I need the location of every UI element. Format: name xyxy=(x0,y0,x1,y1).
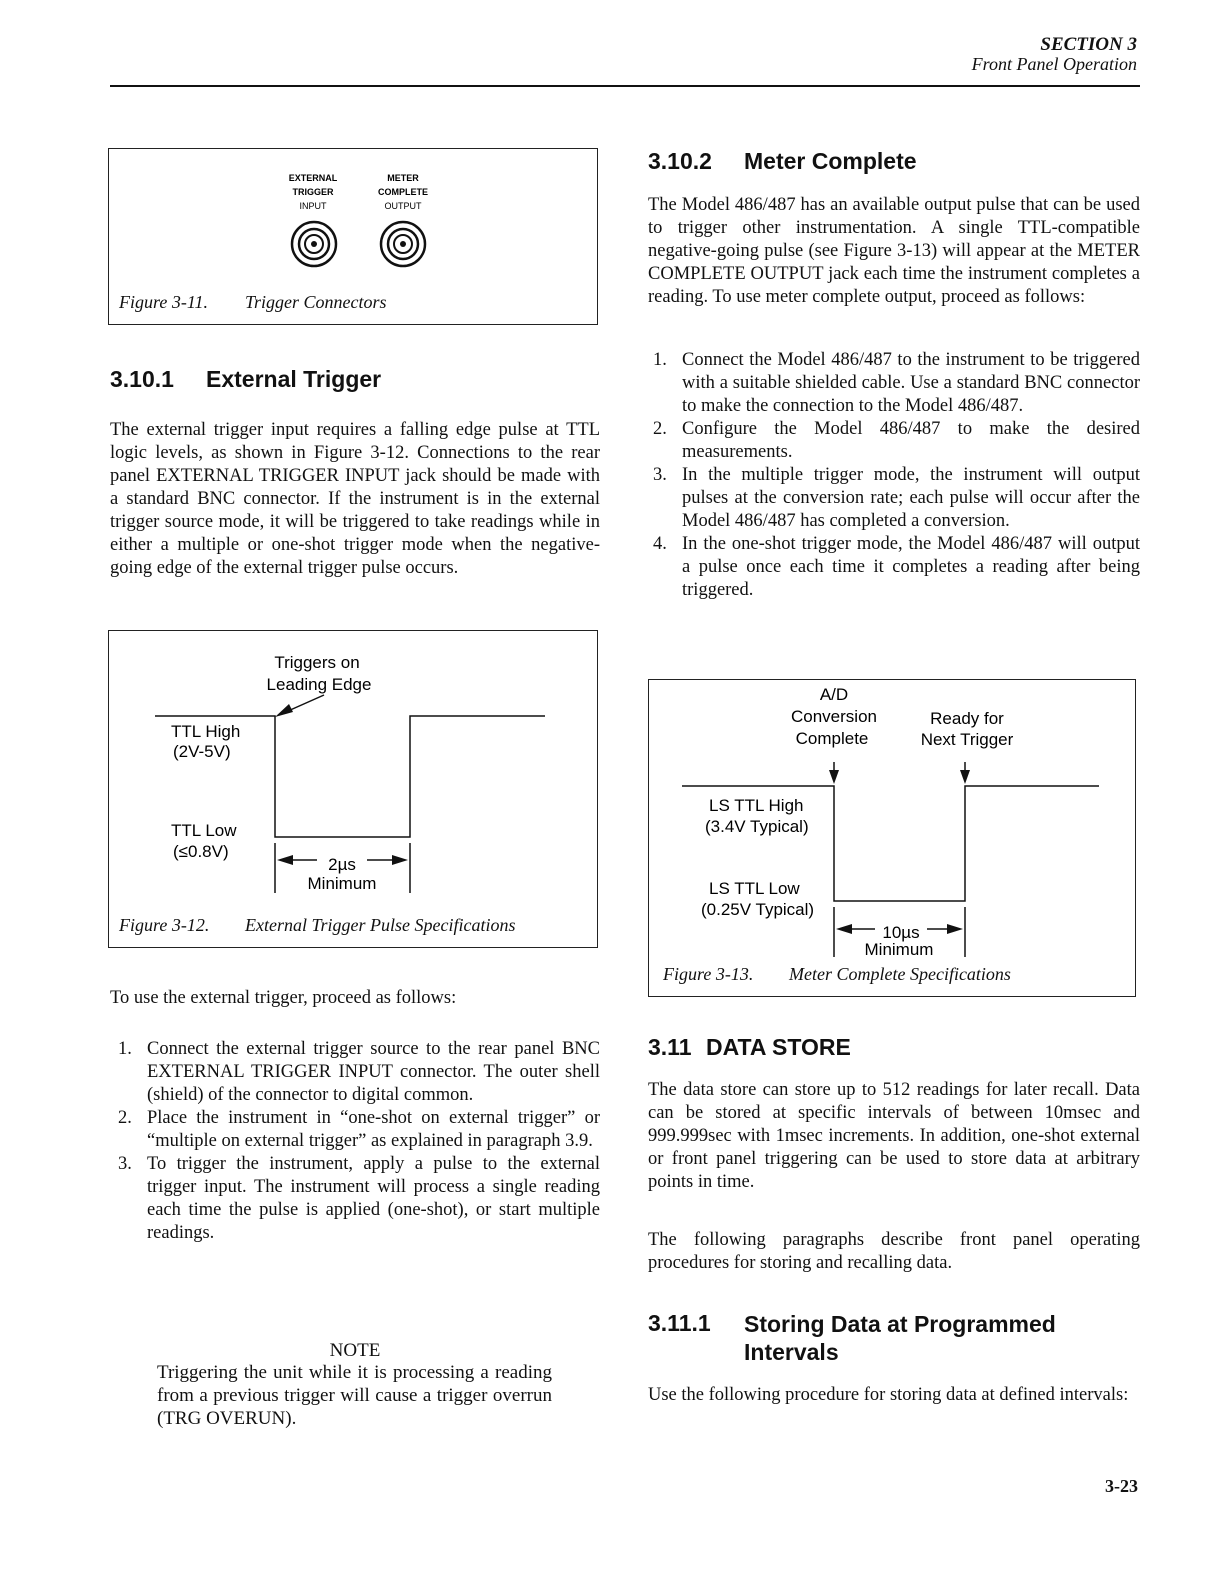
figure-3-11-caption xyxy=(119,292,387,313)
jack-right-label-1: METER xyxy=(387,173,419,183)
ttl-low-label: TTL Low xyxy=(171,821,237,840)
jack-right-label-3: OUTPUT xyxy=(384,201,422,211)
figure-3-12-caption xyxy=(119,915,515,936)
caption-number: Figure 3-11. xyxy=(119,292,208,312)
page-number: 3-23 xyxy=(1105,1476,1138,1496)
heading-3-11 xyxy=(648,1034,851,1061)
list-item: 1. Connect the Model 486/487 to the instrument to be triggered with a suitable shielded cable. Use a standard BNC connector to make the connection to the Model 486/487. xyxy=(653,350,1140,416)
arrow-down-icon xyxy=(960,770,970,784)
heading-title: Storing Data at Programmed Intervals xyxy=(744,1311,1056,1365)
heading-title: External Trigger xyxy=(206,366,382,392)
arrow-head-icon xyxy=(275,704,293,717)
ad-label-1: A/D xyxy=(819,685,849,704)
figure-3-13-caption xyxy=(663,964,1011,985)
header-rule xyxy=(110,85,1140,87)
heading-title: DATA STORE xyxy=(706,1034,851,1060)
heading-number: 3.11.1 xyxy=(648,1310,711,1336)
bnc-jack-left-icon xyxy=(292,222,336,266)
ls-ttl-low-label: LS TTL Low xyxy=(709,879,800,898)
pulse-width-sub: Minimum xyxy=(307,874,377,893)
ttl-high-range: (2V-5V) xyxy=(173,742,231,761)
section-label: SECTION 3 xyxy=(1040,34,1137,55)
arrow-right-icon xyxy=(392,855,408,865)
annotation-line-1: Triggers on xyxy=(274,653,360,672)
heading-number: 3.10.2 xyxy=(648,148,712,174)
pulse-width-sub: Minimum xyxy=(864,940,934,959)
list-item: 4. In the one-shot trigger mode, the Model 486/487 will output a pulse once each time it completes a reading after being triggered. xyxy=(653,534,1140,600)
ready-label-1: Ready for xyxy=(930,709,1004,728)
procedure-intro: To use the external trigger, proceed as follows: xyxy=(110,988,457,1008)
caption-number: Figure 3-12. xyxy=(119,915,210,935)
figure-3-11 xyxy=(108,148,598,325)
caption-title: Trigger Connectors xyxy=(245,292,387,312)
arrow-down-icon xyxy=(829,770,839,784)
heading-3-10-1 xyxy=(110,366,381,393)
heading-3-11-1 xyxy=(648,1310,1056,1366)
list-item: 2. Place the instrument in “one-shot on external trigger” or “multiple on external trigger” as explained in paragraph 3.9. xyxy=(118,1108,600,1151)
ttl-high-label: TTL High xyxy=(171,722,241,741)
ls-ttl-high-label: LS TTL High xyxy=(709,796,804,815)
pulse-width-label: 2µs xyxy=(328,855,356,874)
data-store-paragraph: The data store can store up to 512 readings for later recall. Data can be stored at specific intervals of between 10msec and 999.999sec with 1msec increments. In addition, one-shot external or front panel triggering can be used to store data at arbitrary points in time. xyxy=(648,1080,1140,1192)
caption-title: Meter Complete Specifications xyxy=(789,964,1011,984)
bnc-jack-right-icon xyxy=(381,222,425,266)
note-text: Triggering the unit while it is processing a reading from a previous trigger will cause a trigger overrun (TRG OVERUN). xyxy=(157,1362,552,1429)
note-title: NOTE xyxy=(329,1340,381,1361)
list-item: 1. Connect the external trigger source to the rear panel BNC EXTERNAL TRIGGER INPUT connector. The outer shell (shield) of the connector to digital common. xyxy=(118,1039,600,1105)
meter-complete-paragraph: The Model 486/487 has an available output pulse that can be used to trigger other instrumentation. A single TTL-compatible negative-going pulse (see Figure 3-13) will appear at the METER COMPLETE OUTPUT jack each time the instrument completes a reading. To use meter complete output, proceed as follows: xyxy=(648,195,1140,307)
ready-label-2: Next Trigger xyxy=(920,730,1014,749)
meter-complete-pulse-diagram xyxy=(649,680,1135,996)
jack-left-label-1: EXTERNAL xyxy=(288,173,338,183)
caption-title: External Trigger Pulse Specifications xyxy=(245,915,516,935)
arrow-right-icon xyxy=(947,924,963,934)
figure-3-12 xyxy=(108,630,598,948)
heading-number: 3.10.1 xyxy=(110,366,174,392)
external-trigger-steps xyxy=(110,1038,600,1245)
trigger-connectors-drawing xyxy=(109,149,597,279)
list-item: 2. Configure the Model 486/487 to make the desired measurements. xyxy=(653,419,1140,462)
ls-ttl-high-typ: (3.4V Typical) xyxy=(705,817,809,836)
caption-number: Figure 3-13. xyxy=(663,964,754,984)
list-item: 3. To trigger the instrument, apply a pulse to the external trigger input. The instrument will process a single reading each time the pulse is applied (one-shot), or start multiple readings. xyxy=(118,1154,600,1243)
ad-label-2: Conversion xyxy=(791,707,877,726)
jack-right-label-2: COMPLETE xyxy=(377,187,429,197)
jack-left-label-3: INPUT xyxy=(299,201,327,211)
section-subtitle: Front Panel Operation xyxy=(971,54,1137,74)
external-trigger-pulse-diagram xyxy=(109,631,597,947)
jack-left-label-2: TRIGGER xyxy=(292,187,334,197)
ad-label-3: Complete xyxy=(795,729,869,748)
external-trigger-paragraph: The external trigger input requires a falling edge pulse at TTL logic levels, as shown in Figure 3-12. Connections to the rear panel EXTERNAL TRIGGER INPUT jack should be made with a standard BNC connector. If the instrument is in the external trigger source mode, it will be triggered to take readings while in either a multiple or one-shot trigger mode when the negative-going edge of the external trigger pulse occurs. xyxy=(110,420,600,578)
pulse-width-label: 10µs xyxy=(882,923,920,942)
ttl-low-range: (≤0.8V) xyxy=(173,842,229,861)
arrow-left-icon xyxy=(277,855,293,865)
ls-ttl-low-typ: (0.25V Typical) xyxy=(701,900,815,919)
storing-data-paragraph: Use the following procedure for storing data at defined intervals: xyxy=(648,1385,1129,1405)
meter-complete-steps xyxy=(645,349,1140,602)
heading-number: 3.11 xyxy=(648,1034,692,1060)
heading-title: Meter Complete xyxy=(744,148,917,174)
arrow-left-icon xyxy=(836,924,852,934)
annotation-line-2: Leading Edge xyxy=(266,675,372,694)
list-item: 3. In the multiple trigger mode, the instrument will output pulses at the conversion rate; each pulse will occur after the Model 486/487 has completed a conversion. xyxy=(653,465,1140,531)
figure-3-13 xyxy=(648,679,1136,997)
data-store-paragraph-2: The following paragraphs describe front panel operating procedures for storing and recalling data. xyxy=(648,1230,1140,1273)
heading-3-10-2 xyxy=(648,148,917,175)
